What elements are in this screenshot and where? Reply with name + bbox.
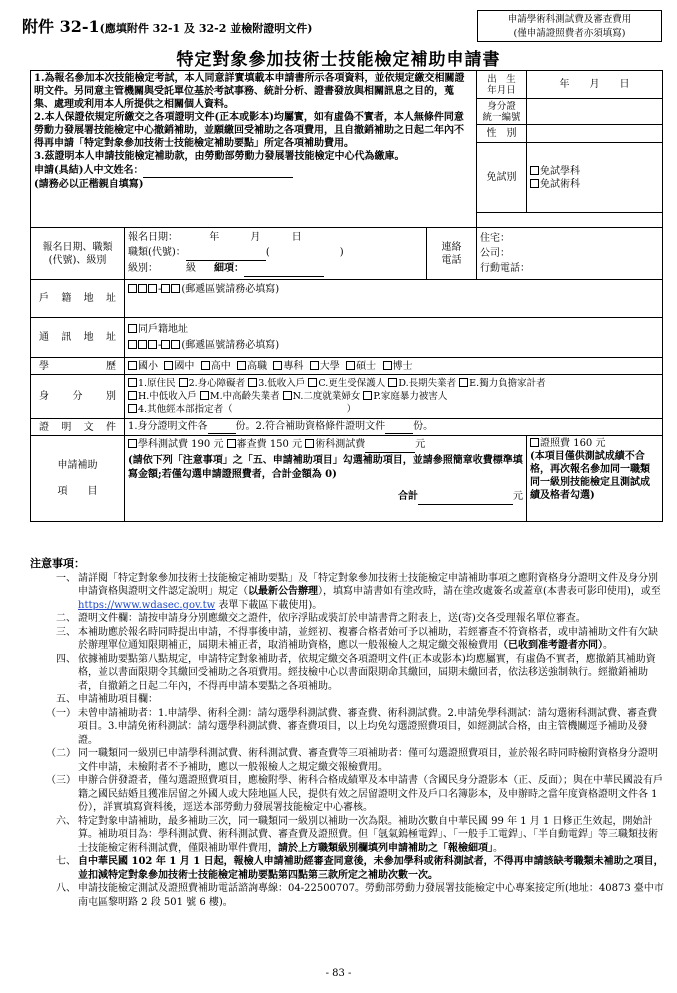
notes-section (30, 557, 665, 909)
registration-label: 報名日期、職類 (代號)、級別 (31, 228, 125, 280)
declaration-item-3: 3.茲證明本人申請技能檢定補助款，由勞動部勞動力發展署技能檢定中心代為繳庫。 (34, 151, 405, 162)
id-field[interactable] (527, 99, 663, 125)
identity-option[interactable]: N.二度就業婦女 (283, 391, 361, 402)
note-item: 二、 證明文件欄：請按申請身分別應繳交之證件，依序浮貼或裝訂於申請書背之附表上，送(寄)交各受理報名單位審查。 (56, 613, 586, 624)
documents-field: 1.身分證明文件各 份。2.符合補助資格條件證明文件 份。 (125, 419, 663, 436)
edu-option[interactable]: 國中 (164, 361, 194, 372)
identity-option[interactable]: P.家庭暴力被害人 (363, 391, 447, 402)
page-number: - 83 - (325, 968, 352, 979)
note-item: 四、 依據補助要點第八點規定，申請特定對象補助者，依規定繳交各項證明文件(正本或影本)均應屬實，有虛偽不實者，應撤銷其補助資格，並以書面限期令其繳回受補助之各項費用。經技檢中心以書面限期命其繳回，屆期未繳回者，依法移送強制執行。經撤銷補助者，自撤銷之日起二年內，不得再申請本要點之各項補助。 (56, 653, 656, 692)
note-item: 六、 特定對象申請補助，最多補助三次，同一職類同一級別以補助一次為限。補助次數自中華民國 99 年 1 月 1 日修正生效起，開始計算。補助項目為：學科測試費、術科測試費、審查費及證照費。但「氬氣鎢極電銲」、「一般手工電銲」、「半自動電銲」等三職類技術士技能檢定術科測試費，僅限補助單件費用，請於上方職類級別欄填列申請補助之「報檢細項」。 (56, 815, 658, 854)
checkbox[interactable] (530, 166, 539, 175)
website-link[interactable]: https://www.wdasec.gov.tw (78, 599, 216, 611)
identity-label: 身分別 (31, 375, 125, 419)
note-item: 七、 自中華民國 102 年 1 月 1 日起，報檢人申請補助經審查同意後，未參加學科或術科測試者，不得再申請該缺考職類未補助之項目，並扣減特定對象參加技術士技能檢定補助要點第四點第三款所定之補助次數一次。 (56, 856, 664, 881)
license-fee-option[interactable]: 證照費 160 元 (530, 437, 659, 450)
subsidy-option-practical[interactable]: 術科測試費 (305, 439, 365, 450)
fee-box-line2: (僅申請證照費者亦須填寫) (513, 28, 626, 39)
total-field[interactable] (418, 490, 513, 505)
edu-option[interactable]: 博士 (383, 361, 413, 372)
identity-option[interactable]: M.中高齡失業者 (200, 391, 280, 402)
subsidy-option-academic[interactable]: 學科測試費 190 元 (128, 439, 223, 450)
note-item: 三、 本補助應於報名時同時提出申請，不得事後申請，並經初、複審合格者始可予以補助，若經審查不符資格者，或申請補助文件有欠缺於辦理單位通知限期補正，屆期未補正者，取消補助資格，應以一般報檢人之規定繳交報檢費用（已收到准考證者亦同）。 (56, 626, 658, 651)
fee-box-line1: 申請學術科測試費及審查費用 (507, 14, 632, 25)
contact-fields (477, 228, 663, 280)
identity-option[interactable]: H.中低收入戶 (128, 391, 197, 402)
identity-option[interactable]: 4.其他經本部指定者（ ） (128, 404, 356, 415)
identity-option[interactable]: C.更生受保護人 (308, 378, 385, 389)
doc-count-1[interactable] (208, 420, 236, 434)
same-address-checkbox[interactable] (128, 324, 137, 333)
level-label: 級別： (128, 263, 158, 274)
note-item: （一） 未曾申請補助者：1.申請學、術科全測：請勾選學科測試費、審查費、術科測試費。2.申請免學科測試：請勾選術科測試費、審查費項目。3.申請免術科測試：請勾選學科測試費、審查費項目，以上均免勾選證照費項目，如經測試合格，由主管機關逕予補助及發證。 (46, 707, 658, 746)
edu-option[interactable]: 專科 (273, 361, 303, 372)
note-item: （三） 申辦合併發證者，僅勾選證照費項目，應檢附學、術科合格成績單及本申請書（含國民身分證影本（正、反面）；與在中華民國設有戶籍之國民結婚且獲准居留之外國人或大陸地區人民，提供有效之居留證明文件及戶口名簿影本，及申辦時之當年度資格證明文件各 1 份），詳實填寫資料後，逕送本部勞動力發展署技能檢定中心審核。 (46, 775, 663, 813)
reg-date-label: 報名日期： (128, 232, 178, 243)
education-options (125, 358, 663, 375)
form-title: 特定對象參加技術士技能檢定補助申請書 (176, 50, 501, 70)
practical-fee-field[interactable] (365, 438, 415, 453)
detail-label: 細項： (214, 263, 244, 274)
license-fee-note: (本項目僅供測試成績不合格，再次報名參加同一職類同一級別技能檢定且測試成績及格者勾選) (530, 451, 651, 501)
gender-field[interactable] (527, 125, 663, 143)
edu-option[interactable]: 高職 (237, 361, 267, 372)
identity-option[interactable]: D.長期失業者 (388, 378, 456, 389)
identity-options (125, 375, 663, 419)
doc-count-2[interactable] (385, 420, 413, 434)
application-form (30, 70, 663, 522)
birth-field[interactable]: 年 月 日 (527, 71, 663, 99)
note-item: （二） 同一職類同一級別已申請學科測試費、術科測試費、審查費等三項補助者：僅可勾選證照費項目，並於報名時同時檢附資格身分證明文件申請，未檢附者不予補助，應以一般報檢人之規定繳交報檢費用。 (46, 748, 658, 773)
attachment-note: (應填附件 32-1 及 32-2 並檢附證明文件) (99, 22, 313, 35)
note-item: 一、 請詳閱「特定對象參加技術士技能檢定補助要點」及「特定對象參加技術士技能檢定申請補助事項之應附資格身分證明文件及身分別申請資格與證明文件認定說明」規定（以最新公告辦理），填寫申請書如有塗改時，請在塗改處簽名或蓋章(本書表可影印使用)，或至https://www.wdasec.gov.tw 表單下載區下載使用)。 (56, 572, 661, 611)
detail-field[interactable] (244, 261, 324, 277)
subsidy-label: 申請補助 項 目 (31, 436, 125, 522)
declaration-block (31, 71, 477, 228)
company-phone-label: 公司： (480, 248, 511, 259)
sign-note: (請務必以正楷親自填寫) (34, 179, 144, 190)
birth-label: 出 生 年月日 (477, 71, 527, 99)
mailing-field[interactable]: 同戶籍地址 - (郵遞區號請務必填寫) (125, 318, 663, 358)
identity-option[interactable]: 1.原住民 (128, 378, 176, 389)
edu-option[interactable]: 國小 (128, 361, 158, 372)
contact-label: 連絡 電話 (427, 228, 477, 280)
exempt-option-academic[interactable]: 免試學科 (530, 165, 659, 178)
sign-field[interactable] (143, 164, 293, 178)
checkbox[interactable] (530, 179, 539, 188)
edu-option[interactable]: 高中 (201, 361, 231, 372)
note-item: 八、 申請技能檢定測試及證照費補助電話諮詢專線：04-22500707。勞動部勞動力發展署技能檢定中心專案接定所(地址：40873 臺中市南屯區黎明路 2 段 501 號 6 樓)。 (56, 883, 664, 908)
trade-field[interactable] (186, 245, 266, 261)
education-label: 學歷 (31, 358, 125, 375)
household-field[interactable]: - (郵遞區號請務必填寫) (125, 280, 663, 318)
sign-label: 申請(具結)人中文姓名： (34, 165, 144, 176)
exempt-options (527, 143, 663, 213)
declaration-item-1: 1.為報名參加本次技能檢定考試，本人同意詳實填載本申請書所示各項資料，並依規定繳交相關證明文件。另同意主管機關與受託單位基於考試事務、統計分析、證書發放與相關訊息之目的，蒐集、處理或利用本人所提供之相關個人資料。 (34, 73, 465, 110)
registration-fields: 報名日期： 年 月 日 職類(代號)： ( ) 級別： 級 細項： (125, 228, 427, 280)
attachment-number: 附件 32-1 (22, 17, 100, 36)
attachment-label (22, 14, 312, 37)
documents-label: 證明文件 (31, 419, 125, 436)
edu-option[interactable]: 碩士 (346, 361, 376, 372)
exempt-label: 免試別 (477, 143, 527, 213)
edu-option[interactable]: 大學 (310, 361, 340, 372)
household-label: 戶籍地址 (31, 280, 125, 318)
notes-list (30, 572, 665, 910)
mobile-phone-label: 行動電話： (480, 263, 531, 274)
id-label: 身分證 統一編號 (477, 99, 527, 125)
declaration-item-2: 2.本人保證依規定所繳交之各項證明文件(正本或影本)均屬實，如有虛偽不實者，本人無條件同意勞動力發展署技能檢定中心撤銷補助，並願繳回受補助之各項費用，且自撤銷補助之日起二年內不得再申請「特定對象參加技術士技能檢定補助要點」所定各項補助費用。 (34, 112, 464, 149)
blank-cell (477, 213, 663, 228)
fee-box (477, 10, 662, 42)
identity-option[interactable]: 2.身心障礙者 (179, 378, 246, 389)
note-item: 五、 申請補助項目欄： (56, 694, 158, 705)
gender-label: 性 別 (477, 125, 527, 143)
subsidy-field: 學科測試費 190 元 審查費 150 元 術科測試費 元 (請依下列「注意事項」之「五、申請補助項目」勾選補助項目，並請參照簡章收費標準填寫金額;若僅勾選申請證照費者，合計金額為 0) 合計 元 (125, 436, 527, 522)
notes-heading: 注意事項： (30, 557, 85, 570)
identity-option[interactable]: 3.低收入戶 (248, 378, 305, 389)
identity-option[interactable]: E.獨力負擔家計者 (459, 378, 545, 389)
subsidy-instruction: (請依下列「注意事項」之「五、申請補助項目」勾選補助項目，並請參照簡章收費標準填寫金額;若僅勾選申請證照費者，合計金額為 0) (128, 455, 523, 480)
mailing-label: 通訊地址 (31, 318, 125, 358)
trade-label: 職類(代號)： (128, 247, 186, 258)
total-label: 合計 (398, 491, 419, 502)
subsidy-option-review[interactable]: 審查費 150 元 (227, 439, 302, 450)
license-fee-cell (527, 436, 663, 522)
exempt-option-practical[interactable]: 免試術科 (530, 178, 659, 191)
home-phone-label: 住宅： (480, 233, 511, 244)
